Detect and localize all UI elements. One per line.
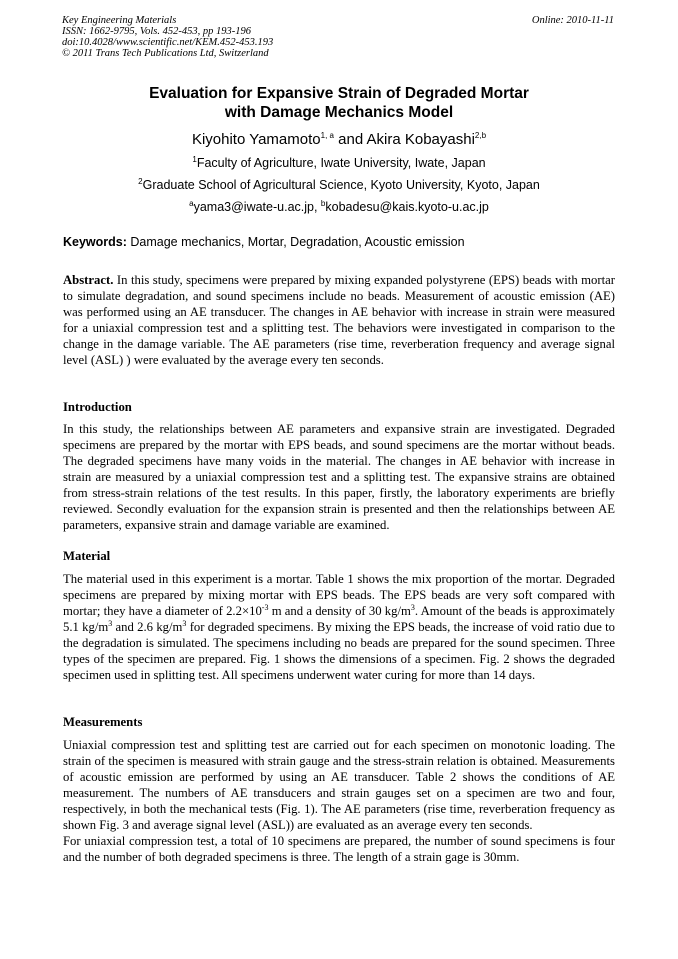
affiliation-2-text: Graduate School of Agricultural Science, Kyoto University, Kyoto, Japan — [142, 178, 540, 192]
email-b: kobadesu@kais.kyoto-u.ac.jp — [325, 200, 489, 214]
introduction-paragraph: In this study, the relationships between AE parameters and expansive strain are investigated. Degraded specimens are prepared by the mortar with EPS beads, and sound specimens are the mortar without beads. The degraded specimens have many voids in the material. The changes in AE behavior with increase in strain are measured by a uniaxial compression test and a splitting test. The expansive strains are obtained from stress-strain relations of the test results. In this paper, firstly, the laboratory experiments are briefly reviewed. Secondly evaluation for the expansion strain is presented and then the relationships between AE parameters, expansive strain and damage variable are examined. — [63, 422, 615, 532]
measurements-text — [63, 737, 615, 865]
title-line-2: with Damage Mechanics Model — [224, 104, 454, 121]
material-sup3: 3 — [108, 618, 113, 628]
issn-line: ISSN: 1662-9795, Vols. 452-453, pp 193-196 — [62, 26, 251, 37]
email-b-sup: b — [320, 198, 326, 208]
affiliation-2 — [60, 177, 618, 193]
journal-name: Key Engineering Materials — [62, 15, 177, 26]
material-t1: The material used in this experiment is a mortar. Table 1 shows the mix proportion of the mortar. Degraded specimens are prepared by mixing mortar with EPS beads. The EPS beads are very soft compared with mortar; they have a diameter of 2.2×10 — [63, 572, 615, 618]
material-text — [63, 571, 615, 683]
copyright-line: © 2011 Trans Tech Publications Ltd, Switzerland — [62, 48, 269, 59]
material-t4: and 2.6 kg/m — [112, 620, 183, 634]
introduction-heading: Introduction — [63, 400, 132, 414]
author-1: Kiyohito Yamamoto — [191, 131, 321, 148]
doi-line: doi:10.4028/www.scientific.net/KEM.452-453.193 — [62, 37, 274, 48]
author-2-sup: 2,b — [474, 131, 487, 140]
journal-header — [62, 15, 273, 59]
author-list — [60, 131, 618, 149]
keywords-text: Damage mechanics, Mortar, Degradation, Acoustic emission — [126, 235, 465, 249]
material-sup4: 3 — [182, 618, 187, 628]
material-t5: for degraded specimens. By mixing the EPS beads, the increase of void ratio due to the degradation is simulated. The specimens including no beads are prepared for the sound specimen. Three types of the specimen are prepared. Fig. 1 shows the dimensions of a specimen. Fig. 2 shows the degraded specimen used in splitting test. All specimens underwent water curing for more than 14 days. — [63, 620, 615, 682]
keywords-label: Keywords: — [63, 235, 127, 249]
author-and: and — [333, 131, 367, 148]
introduction-text — [63, 421, 615, 533]
author-emails — [60, 199, 618, 215]
material-heading: Material — [63, 549, 111, 563]
measurements-paragraph-1: Uniaxial compression test and splitting test are carried out for each specimen on monotonic loading. The strain of the specimen is measured with strain gauge and the stress-strain relation is obtained. Measurements of acoustic emission are performed by using an AE transducer. Table 2 shows the conditions of AE measurement. The numbers of AE transducers and strain gauges set on a specimen are two and four, respectively, in both the mechanical tests (Fig. 1). The AE parameters (rise time, reverberation frequency as shown Fig. 3 and average signal level (ASL)) are evaluated as an average every ten seconds. — [63, 738, 615, 832]
abstract — [63, 272, 615, 368]
email-a: yama3@iwate-u.ac.jp, — [193, 200, 321, 214]
affiliation-1-sup: 1 — [192, 154, 197, 164]
author-1-sup: 1, a — [320, 131, 334, 140]
material-t3: . Amount of the beads is approximately 5.1 kg/m — [63, 604, 616, 634]
affiliation-2-sup: 2 — [138, 176, 143, 186]
title-block — [60, 84, 618, 215]
affiliation-1 — [60, 155, 618, 171]
paper-title — [60, 84, 618, 122]
keywords — [63, 235, 615, 249]
abstract-label: Abstract. — [63, 273, 114, 287]
material-t2: m and a density of 30 kg/m — [268, 604, 411, 618]
online-date: Online: 2010-11-11 — [531, 15, 614, 26]
measurements-heading: Measurements — [63, 715, 143, 729]
material-sup1: -3 — [261, 602, 269, 612]
title-line-1: Evaluation for Expansive Strain of Degraded Mortar — [149, 85, 529, 102]
author-2: Akira Kobayashi — [366, 131, 475, 148]
material-paragraph — [63, 571, 615, 683]
abstract-text: In this study, specimens were prepared by mixing expanded polystyrene (EPS) beads with mortar to simulate degradation, and sound specimens include no beads. Measurement of acoustic emission (AE) was performed using an AE transducer. The changes in AE behavior with increase in strain were measured for a uniaxial compression test and a splitting test. The behaviors were investigated in comparison to the change in the damage variable. The AE parameters (rise time, reverberation frequency and average signal level (ASL) ) were evaluated by the average every ten seconds. — [63, 273, 615, 367]
material-sup2: 3 — [410, 602, 415, 612]
email-a-sup: a — [189, 198, 194, 208]
affiliation-1-text: Faculty of Agriculture, Iwate University, Iwate, Japan — [196, 156, 486, 170]
measurements-paragraph-2: For uniaxial compression test, a total of 10 specimens are prepared, the number of sound specimens is four and the number of both degraded specimens is three. The length of a strain gage is 30mm. — [63, 834, 615, 864]
